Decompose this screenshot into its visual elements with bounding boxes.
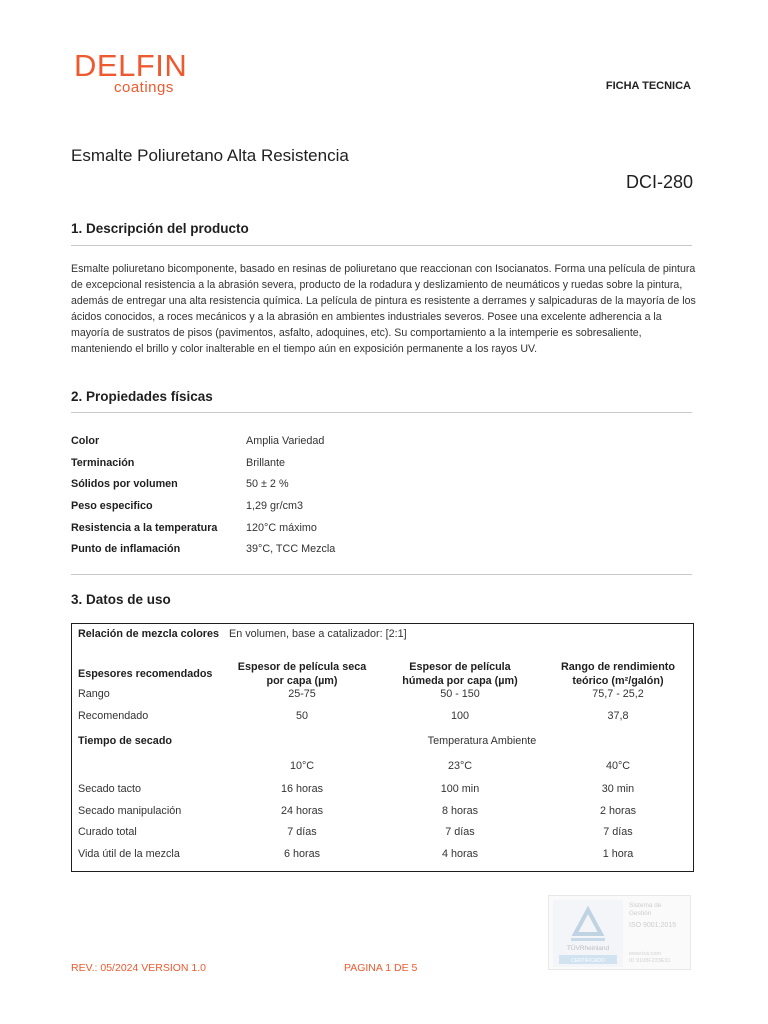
tuv-badge-icon (553, 900, 623, 967)
product-title: Esmalte Poliuretano Alta Resistencia (71, 146, 349, 165)
cell: 30 min (601, 783, 635, 795)
row-label: Vida útil de la mezcla (78, 848, 180, 860)
property-value: 1,29 gr/cm3 (246, 499, 304, 512)
property-value: Amplia Variedad (246, 434, 325, 447)
temperature-cell: 23°C (447, 760, 473, 772)
cell: 50 - 150 (440, 688, 480, 700)
drying-label: Tiempo de secado (78, 735, 173, 747)
product-description: Esmalte poliuretano bicomponente, basado en resinas de poliuretano que reaccionan con Isocianatos. Forma una película de pintura de excepcional resistencia a la abrasión severa, producto de la rodadura y deslizamiento de neumáticos y ruedas sobre la pintura, además de entregar una alta resistencia química. La película de pintura es resistente a derrames y salpicaduras de la mayoría de los ácidos conocidos, a roces mecánicos y a la abrasión en ambientes industriales severos. Posee una excelente adherencia a la mayoría de sustratos de pisos (pavimentos, asfalto, adoquines, etc). Su comportamiento a la intemperie es sobresaliente, manteniendo el brillo y color inalterable en el tiempo aún en exposición permanente a los rayos UV. (71, 263, 696, 356)
cert-reg-1: www.tuv.com (629, 951, 661, 957)
mix-ratio-label: Relación de mezcla colores (78, 628, 220, 640)
cert-system (629, 902, 662, 918)
property-row (71, 452, 692, 474)
property-value: 50 ± 2 % (246, 478, 289, 491)
cell: 2 horas (599, 805, 636, 817)
logo-wordmark: DELFIN (74, 48, 188, 83)
cell: 100 (450, 710, 469, 722)
cell: 75,7 - 25,2 (592, 688, 644, 700)
property-row (71, 538, 692, 560)
property-label: Sólidos por volumen (71, 478, 178, 491)
thickness-header-row (72, 660, 693, 690)
cell: 25-75 (288, 688, 316, 700)
cell: 1 hora (602, 848, 634, 860)
column-header-dry: Espesor de película seca por capa (µm) (237, 661, 367, 687)
cert-registration (629, 951, 671, 965)
row-label: Rango (78, 688, 110, 700)
divider (71, 574, 692, 575)
document-type: FICHA TECNICA (605, 80, 691, 92)
property-value: 39°C, TCC Mezcla (246, 543, 336, 556)
revision-label: REV.: 05/2024 VERSION 1.0 (71, 962, 207, 974)
property-row (71, 473, 692, 495)
cert-text-1: Sistema de (629, 902, 662, 909)
cell: 37,8 (607, 710, 629, 722)
company-logo (74, 50, 187, 95)
property-label: Terminación (71, 456, 135, 469)
column-header-yield: Rango de rendimiento teórico (m²/galón) (561, 661, 675, 687)
logo-subtitle: coatings (114, 79, 174, 96)
cell: 50 (295, 710, 308, 722)
divider (71, 412, 692, 413)
property-label: Color (71, 434, 100, 447)
mix-ratio-value: En volumen, base a catalizador: [2:1] (229, 628, 407, 640)
thickness-label: Espesores recomendados (78, 668, 213, 680)
physical-properties-table (71, 430, 692, 560)
badge-brand: TÜVRheinland (566, 945, 610, 952)
cell: 8 horas (441, 805, 478, 817)
temperature-cell: 40°C (605, 760, 631, 772)
product-code: DCI-280 (625, 172, 693, 192)
cert-iso: ISO 9001:2015 (629, 922, 677, 929)
row-label: Secado tacto (78, 783, 142, 795)
property-value: 120°C máximo (246, 521, 317, 534)
property-label: Peso especifico (71, 499, 153, 512)
property-label: Resistencia a la temperatura (71, 521, 218, 534)
ambient-temperature-label: Temperatura Ambiente (427, 735, 537, 747)
temperature-cell: 10°C (289, 760, 315, 772)
cert-text-2: Gestión (629, 910, 652, 917)
property-label: Punto de inflamación (71, 543, 181, 556)
badge-sub: CERTIFICADO (571, 958, 605, 964)
cell: 24 horas (280, 805, 324, 817)
row-label: Curado total (78, 826, 137, 838)
row-label: Secado manipulación (78, 805, 182, 817)
cell: 100 min (440, 783, 480, 795)
cell: 7 días (603, 826, 633, 838)
certification-seal (548, 895, 691, 970)
cell: 6 horas (283, 848, 320, 860)
cell: 7 días (445, 826, 475, 838)
property-row (71, 430, 692, 452)
column-header-wet: Espesor de película húmeda por capa (µm) (402, 661, 518, 687)
cell: 7 días (287, 826, 317, 838)
property-row (71, 517, 692, 539)
section-3-heading: 3. Datos de uso (71, 592, 171, 607)
page-number: PAGINA 1 DE 5 (344, 962, 418, 974)
divider (71, 245, 692, 246)
section-2-heading: 2. Propiedades físicas (71, 389, 213, 404)
cell: 4 horas (441, 848, 478, 860)
usage-data-table (71, 623, 694, 872)
property-value: Brillante (246, 456, 286, 469)
section-1-heading: 1. Descripción del producto (71, 221, 249, 236)
cert-reg-2: ID 9108F233E91 (629, 958, 671, 964)
cell: 16 horas (280, 783, 324, 795)
property-row (71, 495, 692, 517)
row-label: Recomendado (78, 710, 149, 722)
